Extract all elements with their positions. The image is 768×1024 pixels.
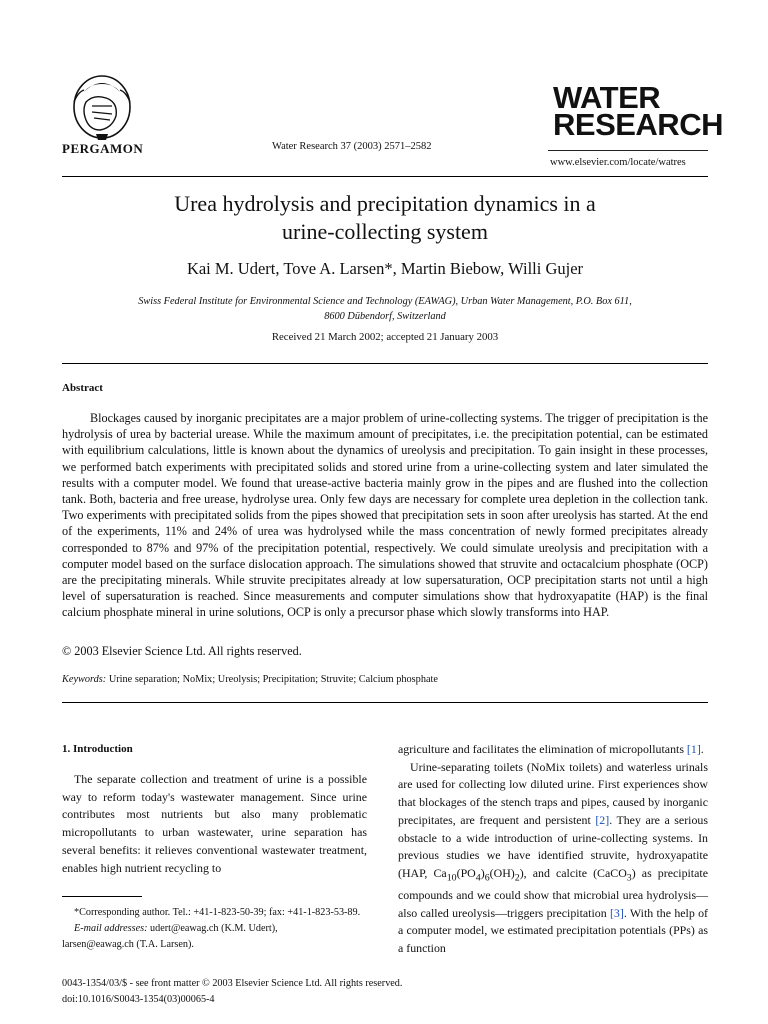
title-line-1: Urea hydrolysis and precipitation dynamics in a: [174, 191, 596, 216]
subscript: 3: [626, 872, 632, 884]
subscript: 10: [446, 872, 457, 884]
front-matter-line: 0043-1354/03/$ - see front matter © 2003 Elsevier Science Ltd. All rights reserved.: [62, 978, 403, 989]
title-rule: [62, 363, 708, 364]
keywords: [62, 674, 438, 685]
email-larsen[interactable]: larsen@eawag.ch (T.A. Larsen).: [62, 939, 194, 950]
email-udert[interactable]: udert@eawag.ch (K.M. Udert),: [147, 923, 278, 934]
right-paragraph-2: [398, 759, 708, 958]
para-text: . With the help of a computer model, we estimated precipitation potentials (PPs) as a function: [398, 905, 708, 956]
journal-brand: [553, 80, 723, 142]
intro-paragraph: The separate collection and treatment of urine is a possible way to reform today's wastewater management. Since urine contributes most nutrients but also many problematic micropollutants to urban wastewater, urine separation has several benefits: it relieves conventional wastewater treatment, enables high nutrient recycling to: [62, 772, 367, 875]
brand-divider: [548, 150, 708, 151]
affiliation-line-1: Swiss Federal Institute for Environmental Science and Technology (EAWAG), Urban Water Management, P.O. Box 611,: [138, 296, 632, 307]
reference-link-2[interactable]: [2]: [595, 812, 610, 827]
para-text: . They are a serious obstacle to a wide introduction of urine-collecting systems. In previous studies we have identified struvite, hydroxyapatite (HAP, Ca: [398, 812, 708, 880]
brand-line-2: RESEARCH: [553, 107, 723, 142]
title-line-2: urine-collecting system: [282, 219, 488, 244]
subscript: 2: [514, 872, 520, 884]
elsevier-logo: [62, 72, 150, 142]
section-heading-introduction: 1. Introduction: [62, 743, 133, 755]
para-text: agriculture and facilitates the elimination of micropollutants: [398, 742, 687, 756]
para-text: ): [480, 865, 485, 880]
para-text: ) as precipitate compounds and we could show that microbial urea hydrolysis—also called ureolysis—triggers precipitation: [398, 865, 708, 920]
reference-link-3[interactable]: [3]: [609, 905, 624, 920]
para-text: Urine-separating toilets (NoMix toilets) and waterless urinals are used for collecting low diluted urine. First experiences show that blockages of the stench traps and pipes, caused by inorganic precipitates, are frequent and persistent: [398, 759, 708, 827]
article-title: [62, 190, 708, 246]
abstract-rule: [62, 702, 708, 703]
footnote-rule: [62, 896, 142, 897]
affiliation: [90, 294, 680, 324]
journal-url-link[interactable]: www.elsevier.com/locate/watres: [550, 157, 686, 168]
right-paragraph-1: [398, 741, 708, 759]
para-text: (PO: [456, 865, 476, 880]
publisher-name: PERGAMON: [62, 141, 144, 156]
para-text: ), and calcite (CaCO: [519, 865, 627, 880]
header-rule: [62, 176, 708, 177]
subscript: 6: [484, 872, 490, 884]
reference-link-1[interactable]: [1]: [686, 742, 701, 756]
para-text: (OH): [489, 865, 515, 880]
para-text: .: [700, 742, 704, 756]
footnote-emails: [62, 921, 367, 937]
abstract-copyright: © 2003 Elsevier Science Ltd. All rights reserved.: [62, 644, 302, 658]
subscript: 4: [475, 872, 481, 884]
brand-line-1: WATER: [553, 80, 661, 115]
received-dates: Received 21 March 2002; accepted 21 January 2003: [271, 331, 499, 343]
abstract-body: Blockages caused by inorganic precipitates are a major problem of urine-collecting systems. The trigger of precipitation is the hydrolysis of urea by bacterial urease. While the maximum amount of precipitates, i.e. the precipitation potential, can be estimated with equilibrium calculations, little is known about the dynamics of ureolysis and precipitation. To gain insight in these processes, we performed batch experiments with precipitated solids and stored urine from a urine-collecting system and later simulated the results with a computer model. We found that urease-active bacteria mainly grow in the pipes and are flushed into the collection tank. Both, bacteria and free urease, hydrolyse urea. Only few days are necessary for complete urea depletion in the collection tank. Two experiments with precipitated solids from the pipes showed that precipitation sets in soon after ureolysis has started. At the end of the experiments, 11% and 24% of urea was hydrolysed while the mass concentration of newly formed precipitates already corresponded to 87% and 97% of the precipitation potential, respectively. We could simulate ureolysis and precipitation with a computer model based on the surface dislocation approach. The simulations showed that struvite and octacalcium phosphate (OCP) are the precipitating minerals. While struvite precipitates already at low supersaturation, OCP precipitation starts not until a high level of supersaturation is reached. Since measurements and computer simulations show that hydroxyapatite (HAP) is the final calcium phosphate mineral in urine solutions, OCP is only a precursor phase which slowly transforms into HAP.: [62, 411, 708, 620]
keywords-label: Keywords:: [62, 674, 107, 685]
right-column: [398, 741, 708, 958]
email-label: E-mail addresses:: [74, 923, 148, 934]
footnote-contact: *Corresponding author. Tel.: +41-1-823-50-39; fax: +41-1-823-53-89.: [74, 907, 361, 918]
journal-citation: Water Research 37 (2003) 2571–2582: [272, 141, 432, 152]
abstract-heading: Abstract: [62, 382, 103, 394]
keywords-list: Urine separation; NoMix; Ureolysis; Precipitation; Struvite; Calcium phosphate: [108, 674, 438, 685]
page-footer: [62, 976, 402, 1007]
author-list: Kai M. Udert, Tove A. Larsen*, Martin Biebow, Willi Gujer: [186, 259, 584, 278]
corresponding-author-footnote: [62, 905, 367, 953]
doi-line[interactable]: doi:10.1016/S0043-1354(03)00065-4: [62, 993, 215, 1005]
affiliation-line-2: 8600 Dübendorf, Switzerland: [324, 311, 446, 322]
